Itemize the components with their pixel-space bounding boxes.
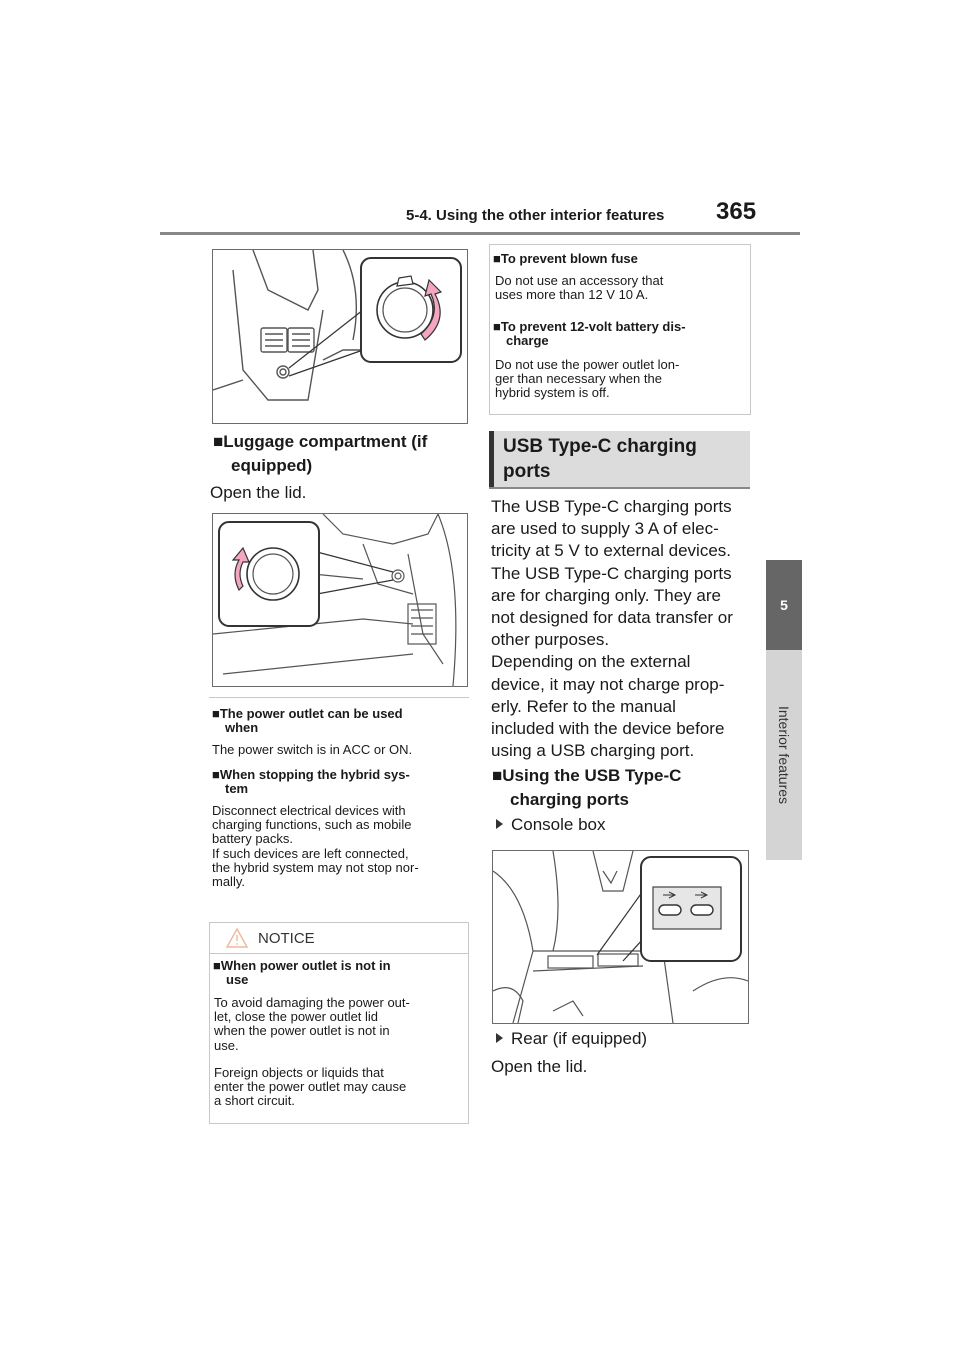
battery-body: Do not use the power outlet lon- ger than necessary when the hybrid system is off. bbox=[495, 357, 680, 401]
stopping-body: Disconnect electrical devices with charging functions, such as mobile battery packs. If such devices are left connected, the hybrid system may not stop nor- mally. bbox=[212, 803, 419, 890]
rear-outlet-illustration bbox=[212, 249, 468, 424]
luggage-heading: ■Luggage compartment (if equipped) bbox=[213, 432, 428, 475]
fuse-heading: ■To prevent blown fuse bbox=[493, 251, 638, 266]
open-lid-text: Open the lid. bbox=[210, 483, 307, 502]
usb-section-title: USB Type-C charging ports bbox=[503, 436, 697, 482]
section-title: 5-4. Using the other interior features bbox=[406, 207, 665, 224]
console-box-item: Console box bbox=[496, 814, 606, 836]
note-rule bbox=[209, 697, 469, 698]
page-number: 365 bbox=[716, 198, 757, 225]
console-usb-illustration bbox=[492, 850, 749, 1024]
notice-header bbox=[209, 922, 469, 954]
notice-para1: To avoid damaging the power out- let, close the power outlet lid when the power outlet is not in use. bbox=[214, 995, 410, 1053]
stopping-heading: ■When stopping the hybrid sys- tem bbox=[212, 767, 410, 796]
luggage-outlet-illustration bbox=[212, 513, 468, 687]
chapter-number: 5 bbox=[780, 597, 788, 613]
notice-para2: Foreign objects or liquids that enter the power outlet may cause a short circuit. bbox=[214, 1065, 407, 1109]
usb-header-rule bbox=[489, 487, 750, 489]
chapter-label: Interior features bbox=[776, 705, 792, 805]
notice-label: NOTICE bbox=[258, 930, 315, 947]
battery-heading: ■To prevent 12-volt battery dis- charge bbox=[493, 319, 686, 348]
fuse-body: Do not use an accessory that uses more than 12 V 10 A. bbox=[495, 273, 664, 303]
notice-heading: ■When power outlet is not in use bbox=[213, 958, 391, 987]
using-usb-heading: ■Using the USB Type-C charging ports bbox=[492, 766, 682, 809]
open-lid-text-right: Open the lid. bbox=[491, 1057, 588, 1076]
usb-body: The USB Type-C charging ports are used to supply 3 A of elec- tricity at 5 V to external devices. The USB Type-C charging ports are for charging only. They are not designed for data transfer or other purposes. Depending on the external device, it may not charge prop- erly. Refer to the manual included with the device before using a USB charging port. bbox=[491, 497, 733, 761]
warning-icon bbox=[226, 928, 248, 948]
header-rule bbox=[160, 232, 800, 235]
power-when-body: The power switch is in ACC or ON. bbox=[212, 742, 413, 757]
chapter-tab bbox=[766, 560, 802, 650]
rear-item: Rear (if equipped) bbox=[496, 1028, 647, 1050]
power-when-heading: ■The power outlet can be used when bbox=[212, 706, 403, 735]
